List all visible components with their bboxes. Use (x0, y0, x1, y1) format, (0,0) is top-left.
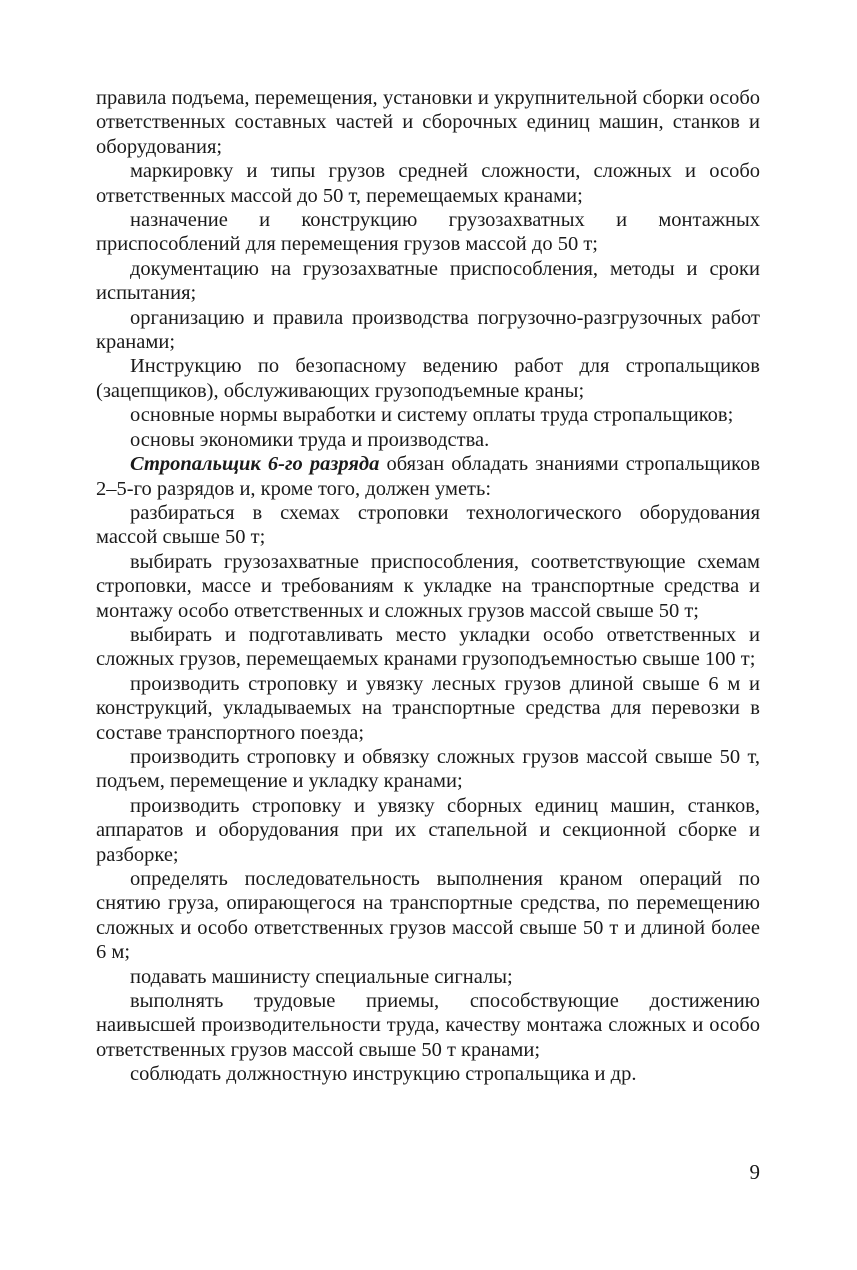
paragraph: производить строповку и увязку сборных единиц машин, станков, аппаратов и оборудования при их стапельной и секционной сборке и разборке; (96, 794, 760, 866)
paragraph: Инструкцию по безопасному ведению работ для стропальщиков (зацепщиков), обслуживающих грузоподъемные краны; (96, 355, 760, 402)
page-number: 9 (749, 1160, 760, 1184)
paragraph: выполнять трудовые приемы, способствующие достижению наивысшей производительности труда, качеству монтажа сложных и особо ответственных грузов массой свыше 50 т кранами; (96, 990, 760, 1061)
page-body (96, 86, 760, 1087)
paragraph: соблюдать должностную инструкцию стропальщика и др. (130, 1063, 637, 1086)
paragraph: разбираться в схемах строповки технологического оборудования массой свыше 50 т; (96, 501, 760, 549)
paragraph: выбирать грузозахватные приспособления, соответствующие схемам строповки, массе и требованиям к укладке на транспортные средства и монтажу особо ответственных и сложных грузов массой свыше 50 т; (96, 550, 760, 622)
paragraph-grade-6: Стропальщик 6-го разряда обязан обладать знаниями стропальщиков 2–5-го разрядов и, кроме того, должен уметь: (96, 453, 761, 500)
paragraph: документацию на грузозахватные приспособления, методы и сроки испытания; (96, 257, 760, 305)
paragraph: выбирать и подготавливать место укладки особо ответственных и сложных грузов, перемещаемых кранами грузоподъемностью свыше 100 т; (96, 623, 760, 671)
paragraph: основы экономики труда и производства. (130, 428, 490, 451)
paragraph: основные нормы выработки и систему оплаты труда стропальщиков; (130, 404, 734, 427)
paragraph: производить строповку и обвязку сложных грузов массой свыше 50 т, подъем, перемещение и укладку кранами; (96, 745, 760, 793)
paragraph: производить строповку и увязку лесных грузов длиной свыше 6 м и конструкций, укладываемых на транспортные средства для перевозки в составе транспортного поезда; (96, 672, 760, 744)
paragraph: организацию и правила производства погрузочно-разгрузочных работ кранами; (96, 306, 760, 354)
paragraph: определять последовательность выполнения краном операций по снятию груза, опирающегося на транспортные средства, по перемещению сложных и особо ответственных грузов массой свыше 50 т и длиной более 6 м; (96, 868, 760, 964)
paragraph: правила подъема, перемещения, установки и укрупнительной сборки особо ответственных составных частей и сборочных единиц машин, станков и оборудования; (96, 87, 760, 158)
paragraph: маркировку и типы грузов средней сложности, сложных и особо ответственных массой до 50 т, перемещаемых кранами; (96, 160, 760, 207)
paragraph: подавать машинисту специальные сигналы; (130, 965, 513, 988)
paragraph: назначение и конструкцию грузозахватных и монтажных приспособлений для перемещения грузов массой до 50 т; (96, 209, 760, 256)
grade-heading: Стропальщик 6-го разряда (130, 453, 380, 476)
